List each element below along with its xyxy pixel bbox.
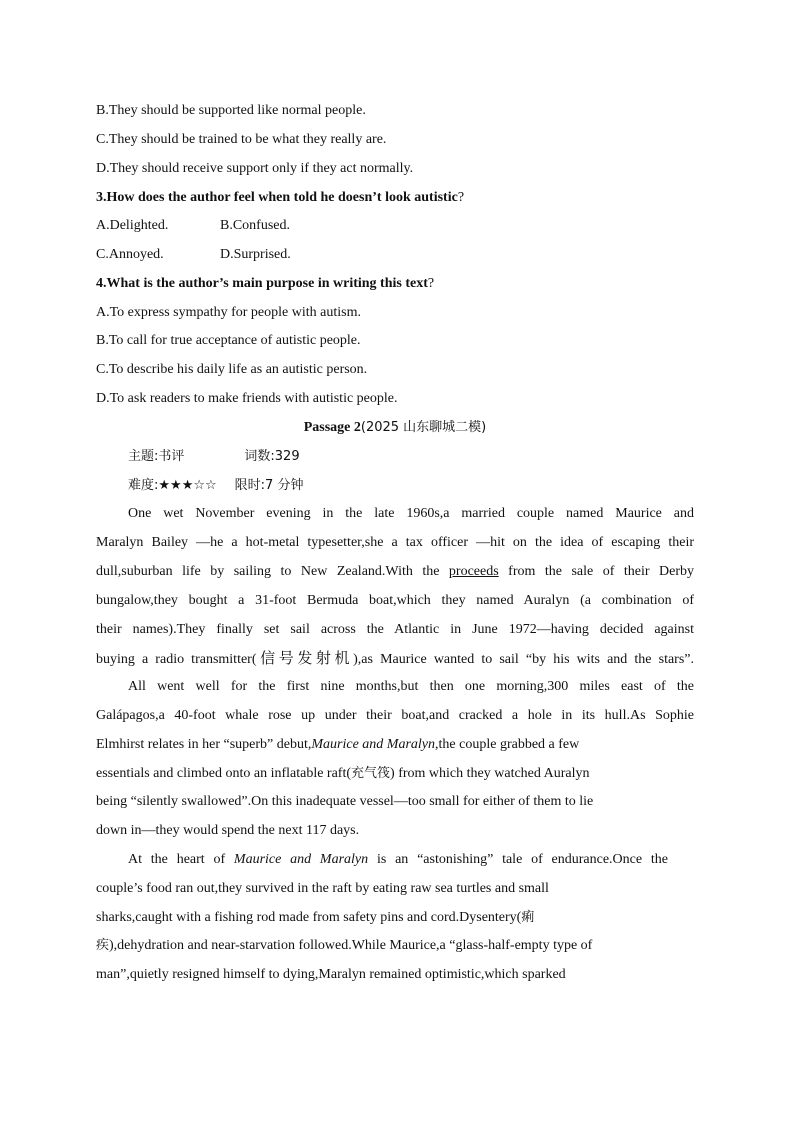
para-2-line-3 <box>96 735 648 755</box>
para-1-line-6-b: ),as Maurice wanted to sail “by his wits and the stars”. <box>353 652 694 667</box>
gloss-raft: 充气筏 <box>351 766 391 781</box>
q4-option-d: D.To ask readers to make friends with autistic people. <box>96 391 398 406</box>
question-3-mark: ? <box>457 190 465 205</box>
para-1-line-3-a: dull,suburban life by sailing to New Zealand.With the <box>96 564 449 579</box>
q2-option-c: C.They should be trained to be what they really are. <box>96 132 387 147</box>
q4-option-a: A.To express sympathy for people with autism. <box>96 305 361 320</box>
gloss-radio-transmitter: 信号发射机 <box>256 649 354 667</box>
para-2-line-4-b: ) from which they watched Auralyn <box>390 766 590 781</box>
para-3-line-1 <box>96 850 668 870</box>
para-3-line-3-a: sharks,caught with a fishing rod made from safety pins and cord.Dysentery( <box>96 910 522 925</box>
para-3-line-2: couple’s food ran out,they survived in the raft by eating raw sea turtles and small <box>96 881 549 896</box>
para-2-line-1: All went well for the first nine months,but then one morning,300 miles east of the <box>128 679 694 694</box>
para-1-line-1: One wet November evening in the late 1960s,a married couple named Maurice and <box>128 506 694 521</box>
q3-options-row-1 <box>96 216 694 236</box>
para-3-line-5: man”,quietly resigned himself to dying,Maralyn remained optimistic,which sparked <box>96 967 566 982</box>
book-title-2: Maurice and Maralyn <box>233 852 369 867</box>
para-3-line-3 <box>96 908 616 928</box>
para-1-line-2: Maralyn Bailey —he a hot-metal typesetter,she a tax officer —hit on the idea of escaping their <box>96 535 694 550</box>
para-3-line-4 <box>96 936 668 956</box>
para-2-line-5: being “silently swallowed”.On this inadequate vessel—too small for either of them to lie <box>96 794 594 809</box>
gloss-dysentery-part-2: 疾 <box>96 938 110 953</box>
book-title: Maurice and Maralyn <box>311 737 436 752</box>
para-2-line-3-a: Elmhirst relates in her “superb” debut, <box>96 737 312 752</box>
para-1-line-4: bungalow,they bought a 31-foot Bermuda boat,which they named Auralyn (a combination of <box>96 593 694 608</box>
passage-meta-row-2 <box>128 476 726 496</box>
q4-option-c: C.To describe his daily life as an autistic person. <box>96 362 368 377</box>
question-4-text: .What is the author’s main purpose in writing this text <box>103 276 428 291</box>
q2-option-b: B.They should be supported like normal people. <box>96 103 366 118</box>
passage-word-count: 词数:329 <box>244 449 300 464</box>
underlined-word-proceeds: proceeds <box>448 564 499 579</box>
para-3-line-1-b: is an “astonishing” tale of endurance.Once the <box>368 852 668 867</box>
passage-meta-row-1 <box>128 447 726 467</box>
para-2-line-6: down in—they would spend the next 117 days. <box>96 823 360 838</box>
question-4 <box>96 274 694 294</box>
q3-option-a: A.Delighted. <box>96 218 169 233</box>
q4-option-b: B.To call for true acceptance of autistic people. <box>96 333 361 348</box>
para-3-line-1-a: At the heart of <box>128 852 234 867</box>
passage-source: (2025 山东聊城二模) <box>360 420 487 435</box>
q2-option-d: D.They should receive support only if they act normally. <box>96 161 414 176</box>
passage-difficulty: 难度:★★★☆☆ <box>128 478 217 493</box>
question-3 <box>96 188 694 208</box>
q3-option-b: B.Confused. <box>220 218 290 233</box>
passage-title <box>96 418 694 438</box>
question-4-number: 4 <box>96 276 103 291</box>
q3-options-row-2 <box>96 245 694 265</box>
para-1-line-6-a: buying a radio transmitter( <box>96 652 257 667</box>
para-3-line-4-b: ),dehydration and near-starvation followed.While Maurice,a “glass-half-empty type of <box>109 938 593 953</box>
question-3-text: .How does the author feel when told he doesn’t look autistic <box>103 190 458 205</box>
question-4-mark: ? <box>427 276 435 291</box>
para-2-line-2: Galápagos,a 40-foot whale rose up under their boat,and cracked a hole in its hull.As Sophie <box>96 708 694 723</box>
para-1-line-3 <box>96 562 694 582</box>
passage-topic: 主题:书评 <box>128 449 185 464</box>
para-1-line-3-b: from the sale of their Derby <box>498 564 694 579</box>
passage-title-text: Passage 2 <box>303 420 361 435</box>
passage-time-limit: 限时:7 分钟 <box>234 478 304 493</box>
para-2-line-4-a: essentials and climbed onto an inflatable raft( <box>96 766 352 781</box>
question-3-number: 3 <box>96 190 103 205</box>
para-2-line-3-b: ,the couple grabbed a few <box>435 737 580 752</box>
q3-option-c: C.Annoyed. <box>96 247 164 262</box>
para-1-line-5: their names).They finally set sail across the Atlantic in June 1972—having decided against <box>96 622 694 637</box>
para-1-line-6 <box>96 648 694 668</box>
q3-option-d: D.Surprised. <box>220 247 291 262</box>
gloss-dysentery-part-1: 痢 <box>521 910 535 925</box>
para-2-line-4 <box>96 764 662 784</box>
